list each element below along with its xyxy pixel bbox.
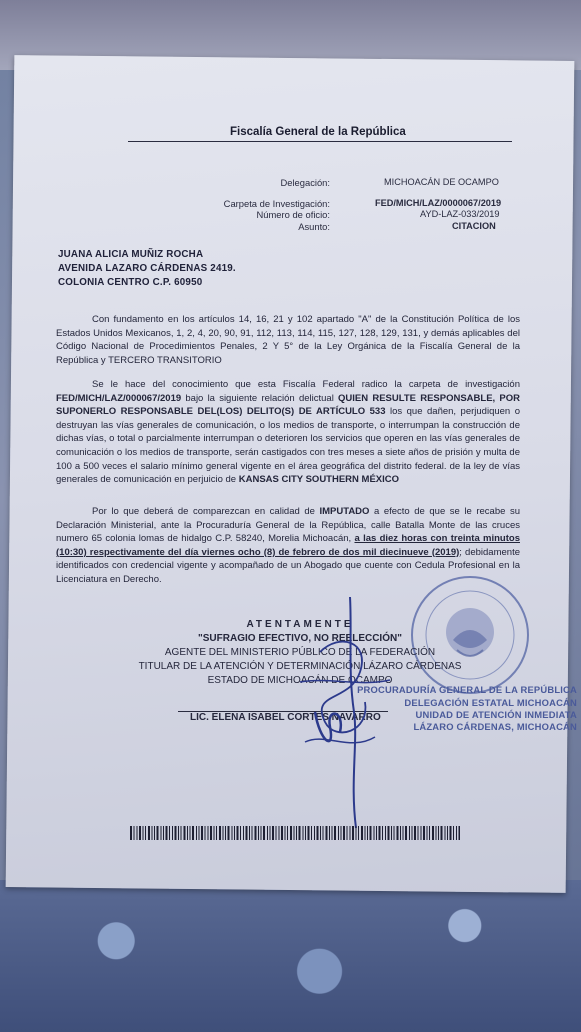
barcode-bar bbox=[379, 826, 381, 840]
barcode-bar bbox=[190, 826, 191, 840]
barcode-bar bbox=[137, 826, 138, 840]
barcode-bar bbox=[175, 826, 177, 840]
signature-line-1: AGENTE DEL MINISTERIO PÚBLICO DE LA FEDERACIÓN bbox=[164, 647, 436, 658]
barcode-bar bbox=[320, 826, 321, 840]
barcode-bar bbox=[201, 826, 203, 840]
asunto-label: Asunto: bbox=[298, 221, 330, 232]
barcode-bar bbox=[178, 826, 179, 840]
barcode-bar bbox=[332, 826, 333, 840]
barcode-bar bbox=[234, 826, 235, 840]
barcode-bar bbox=[261, 826, 262, 840]
barcode-bar bbox=[192, 826, 194, 840]
barcode-bar bbox=[246, 826, 248, 840]
signature-name: LIC. ELENA ISABEL CORTES NAVARRO bbox=[190, 712, 381, 723]
barcode-bar bbox=[418, 826, 419, 840]
p3-text-c: a efecto de que se le recabe su Declaración Ministerial, ante la Procuraduría General de la República, calle Batalla Monte de las cruces numero 65 colonia lomas de hidalgo C.P. 58240, Morelia Michoacán, bbox=[56, 506, 520, 545]
barcode-bar bbox=[154, 826, 155, 840]
stamp-line-2: DELEGACIÓN ESTATAL MICHOACÁN bbox=[404, 697, 577, 708]
barcode-bar bbox=[303, 826, 304, 840]
barcode-bar bbox=[329, 826, 330, 840]
barcode-bar bbox=[290, 826, 292, 840]
barcode-bar bbox=[187, 826, 188, 840]
barcode-bar bbox=[296, 826, 297, 840]
barcode-bar bbox=[356, 826, 357, 840]
barcode-bar bbox=[450, 826, 452, 840]
asunto-value: CITACION bbox=[452, 221, 496, 231]
barcode-bar bbox=[240, 826, 241, 840]
barcode-bar bbox=[214, 826, 215, 840]
p3-date-time: a las diez horas con treinta minutos (10:30) respectivamente del día viernes ocho (8) de febrero de dos mil diecinueve (2019) bbox=[56, 533, 520, 558]
barcode-bar bbox=[243, 826, 244, 840]
p2-case-number: FED/MICH/LAZ/000067/2019 bbox=[56, 392, 182, 404]
barcode-bar bbox=[314, 826, 315, 840]
barcode-bar bbox=[172, 826, 173, 840]
recipient-name: JUANA ALICIA MUÑIZ ROCHA bbox=[58, 249, 204, 260]
barcode-bar bbox=[347, 826, 348, 840]
barcode-bar bbox=[272, 826, 274, 840]
carpeta-value: FED/MICH/LAZ/0000067/2019 bbox=[375, 198, 502, 208]
barcode-bar bbox=[400, 826, 401, 840]
barcode-bar bbox=[367, 826, 368, 840]
barcode-bar bbox=[438, 826, 439, 840]
delegacion-label: Delegación: bbox=[280, 177, 330, 188]
barcode-bar bbox=[374, 826, 375, 840]
title-underline bbox=[128, 141, 512, 142]
background-fabric bbox=[0, 880, 581, 1032]
barcode-bar bbox=[166, 826, 168, 840]
barcode-bar bbox=[210, 826, 212, 840]
barcode-bar bbox=[388, 826, 390, 840]
barcode-bar bbox=[169, 826, 170, 840]
barcode-bar bbox=[249, 826, 250, 840]
p3-text-e: ; debidamente identificados con credencial vigente y acompañado de un Abogado que cuente con Cedula Profesional en la Licenciatura en Derecho. bbox=[56, 546, 520, 585]
barcode-bar bbox=[391, 826, 392, 840]
barcode-bar bbox=[279, 826, 280, 840]
barcode-bar bbox=[216, 826, 217, 840]
barcode-bar bbox=[385, 826, 386, 840]
barcode-bar bbox=[447, 826, 448, 840]
barcode-bar bbox=[409, 826, 410, 840]
barcode-bar bbox=[432, 826, 434, 840]
paragraph-legal-basis: Con fundamento en los artículos 14, 16, 21 y 102 apartado "A" de la Constitución Política de los Estados Unidos Mexicanos, 1, 2, 4, 20, 90, 91, 112, 113, 114, 115, 127, 128, 129, 131, y demás aplicables del Código Nacional de Procedimientos Penales, 2 Y 5° de la Ley Orgánica de la Fiscalía General de la República y TERCERO TRANSITORIO bbox=[56, 314, 520, 366]
p2-text-a: Se le hace del conocimiento que esta Fiscalía Federal radico la carpeta de investigación bbox=[92, 379, 520, 390]
barcode-bar bbox=[341, 826, 342, 840]
barcode-bar bbox=[134, 826, 135, 840]
barcode-bar bbox=[237, 826, 239, 840]
barcode-bar bbox=[405, 826, 407, 840]
barcode-bar bbox=[208, 826, 209, 840]
barcode-bar bbox=[148, 826, 150, 840]
barcode-bar bbox=[358, 826, 359, 840]
barcode-bar bbox=[352, 826, 354, 840]
barcode-bar bbox=[152, 826, 153, 840]
paragraph-investigation bbox=[56, 378, 520, 487]
barcode-bar bbox=[441, 826, 443, 840]
stamp-line-1: PROCURADURÍA GENERAL DE LA REPÚBLICA bbox=[357, 684, 577, 695]
barcode-bar bbox=[143, 826, 144, 840]
barcode-bar bbox=[453, 826, 454, 840]
stamp-line-4: LÁZARO CÁRDENAS, MICHOACÁN bbox=[413, 721, 577, 732]
barcode-bar bbox=[423, 826, 425, 840]
signature-line-2: TITULAR DE LA ATENCIÓN Y DETERMINACIÓN LÁZARO CÁRDENAS bbox=[138, 661, 462, 672]
document-title: Fiscalía General de la República bbox=[230, 126, 406, 138]
barcode bbox=[130, 826, 460, 840]
barcode-bar bbox=[429, 826, 430, 840]
barcode-bar bbox=[350, 826, 351, 840]
barcode-bar bbox=[145, 826, 146, 840]
barcode-bar bbox=[334, 826, 336, 840]
barcode-bar bbox=[436, 826, 437, 840]
barcode-bar bbox=[427, 826, 428, 840]
barcode-bar bbox=[338, 826, 339, 840]
barcode-bar bbox=[459, 826, 461, 840]
barcode-bar bbox=[323, 826, 324, 840]
barcode-bar bbox=[317, 826, 319, 840]
barcode-bar bbox=[184, 826, 186, 840]
p2-charge: QUIEN RESULTE RESPONSABLE, POR SUPONERLO RESPONSABLE DEL(LOS) DELITO(S) DE ARTÍCULO 533 bbox=[56, 392, 521, 418]
p3-role: IMPUTADO bbox=[319, 506, 370, 517]
barcode-bar bbox=[376, 826, 377, 840]
signature-line-3: ESTADO DE MICHOACÁN DE OCAMPO bbox=[207, 675, 393, 686]
barcode-bar bbox=[270, 826, 271, 840]
barcode-bar bbox=[228, 826, 230, 840]
barcode-bar bbox=[299, 826, 301, 840]
barcode-bar bbox=[225, 826, 226, 840]
barcode-bar bbox=[412, 826, 413, 840]
barcode-bar bbox=[258, 826, 259, 840]
barcode-bar bbox=[361, 826, 363, 840]
barcode-bar bbox=[294, 826, 295, 840]
delegacion-value: MICHOACÁN DE OCAMPO bbox=[384, 177, 499, 187]
stamp-line-3: UNIDAD DE ATENCIÓN INMEDIATA bbox=[415, 709, 577, 720]
barcode-bar bbox=[281, 826, 283, 840]
barcode-bar bbox=[343, 826, 345, 840]
barcode-bar bbox=[263, 826, 265, 840]
barcode-bar bbox=[414, 826, 416, 840]
barcode-bar bbox=[370, 826, 372, 840]
barcode-bar bbox=[199, 826, 200, 840]
barcode-bar bbox=[382, 826, 383, 840]
recipient-street: AVENIDA LAZARO CÁRDENAS 2419. bbox=[58, 263, 236, 274]
p2-text-c: bajo la siguiente relación delictual bbox=[181, 392, 339, 404]
barcode-bar bbox=[267, 826, 268, 840]
p2-victim: KANSAS CITY SOUTHERN MÉXICO bbox=[238, 474, 400, 486]
p3-text-a: Por lo que deberá de comparezcan en calidad de bbox=[92, 506, 320, 517]
barcode-bar bbox=[397, 826, 399, 840]
barcode-bar bbox=[161, 826, 162, 840]
recipient-colony: COLONIA CENTRO C.P. 60950 bbox=[58, 277, 203, 288]
oficio-value: AYD-LAZ-033/2019 bbox=[420, 209, 500, 219]
barcode-bar bbox=[255, 826, 257, 840]
barcode-bar bbox=[196, 826, 197, 840]
barcode-bar bbox=[285, 826, 286, 840]
barcode-bar bbox=[421, 826, 422, 840]
barcode-bar bbox=[252, 826, 253, 840]
barcode-bar bbox=[403, 826, 404, 840]
carpeta-label: Carpeta de Investigación: bbox=[223, 198, 330, 209]
barcode-bar bbox=[326, 826, 328, 840]
signature-motto: "SUFRAGIO EFECTIVO, NO REELECCIÓN" bbox=[198, 633, 402, 644]
oficio-label: Número de oficio: bbox=[256, 209, 330, 220]
barcode-bar bbox=[157, 826, 159, 840]
barcode-bar bbox=[276, 826, 277, 840]
signature-atentamente: ATENTAMENTE bbox=[246, 619, 354, 630]
barcode-bar bbox=[232, 826, 233, 840]
barcode-bar bbox=[181, 826, 182, 840]
barcode-bar bbox=[311, 826, 312, 840]
barcode-bar bbox=[223, 826, 224, 840]
barcode-bar bbox=[163, 826, 164, 840]
p2-text-e: los que dañen, perjudiquen o destruyan las vías generales de comunicación, o los medios de transporte, o interrumpan la construcción de dichas vías, o total o parcialmente interrumpan o deterioren los servicios que operen en las vías generales de comunicación o los medios de transporte, serán castigados con tres meses a siete años de prisión y multa de 100 a 500 veces el salario mínimo general vigente en el área geográfica del distrito federal. de la ley de vías generales de comunicación en perjuicio de bbox=[56, 406, 521, 486]
barcode-bar bbox=[308, 826, 310, 840]
handwritten-signature bbox=[290, 592, 400, 832]
barcode-bar bbox=[130, 826, 132, 840]
barcode-bar bbox=[139, 826, 141, 840]
barcode-bar bbox=[445, 826, 446, 840]
barcode-bar bbox=[205, 826, 206, 840]
barcode-bar bbox=[456, 826, 457, 840]
barcode-bar bbox=[365, 826, 366, 840]
barcode-bar bbox=[394, 826, 395, 840]
barcode-bar bbox=[219, 826, 221, 840]
barcode-bar bbox=[287, 826, 288, 840]
barcode-bar bbox=[305, 826, 306, 840]
